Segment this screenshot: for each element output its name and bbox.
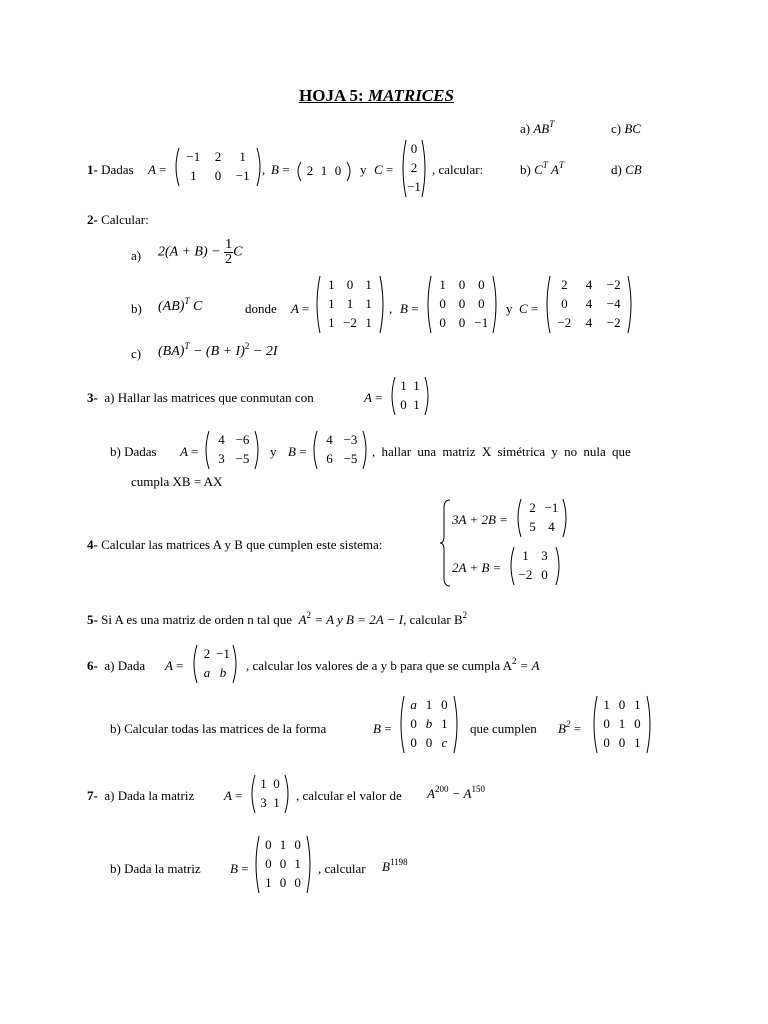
matrix-cell: 2 — [203, 646, 211, 661]
problem-6-label — [87, 658, 145, 674]
matrix-cell: b — [425, 716, 433, 731]
matrix-cell: 0 — [265, 837, 272, 852]
sup: 2 — [306, 610, 312, 620]
var: C — [519, 301, 528, 316]
matrix-p1-B — [294, 161, 354, 182]
expr: AB — [533, 121, 550, 136]
matrix-cell: 0 — [273, 776, 280, 791]
equals: = — [190, 444, 199, 459]
matrix-cell: −1 — [186, 149, 201, 164]
comma: , — [389, 301, 393, 316]
matrix-cell: 0 — [265, 856, 272, 871]
equals: = — [374, 390, 383, 405]
matrix-cell: 1 — [294, 856, 301, 871]
var-A — [364, 390, 382, 406]
matrix-cell: 1 — [365, 315, 372, 330]
matrix-cell: 0 — [603, 735, 610, 750]
matrix-cell: −5 — [235, 451, 250, 466]
matrix-cell: 1 — [365, 277, 372, 292]
problem-number: 6- — [87, 658, 98, 673]
matrix-cell: 4 — [585, 296, 593, 311]
page-title — [299, 86, 454, 106]
y-text: y — [506, 301, 513, 316]
item-b-label: b) Dadas — [110, 444, 157, 459]
matrix-p4-eq1 — [514, 498, 570, 538]
expr: (BA) — [158, 344, 185, 359]
matrix-cell: 0 — [561, 296, 568, 311]
label: b) — [520, 162, 531, 177]
equals: = — [301, 301, 310, 316]
equals: = — [384, 721, 392, 736]
matrix-cell: 1 — [522, 548, 529, 563]
matrix-cell: 0 — [346, 277, 354, 292]
equals: = — [241, 861, 249, 876]
left-paren — [314, 431, 317, 469]
sup: T — [184, 341, 190, 351]
matrix-cell: 1 — [425, 697, 433, 712]
y-text: y — [360, 162, 367, 177]
item-c-label: c) — [131, 346, 142, 361]
matrix-cell: 1 — [320, 163, 328, 178]
matrix-cell: 0 — [400, 397, 407, 412]
problem-number: 4- — [87, 537, 98, 552]
var: A — [165, 658, 173, 673]
label: c) — [611, 121, 622, 136]
matrix-cell: 0 — [410, 141, 418, 156]
var-A — [224, 788, 242, 804]
var: A — [224, 788, 232, 803]
right-paren — [493, 276, 496, 333]
expr: − A — [448, 786, 472, 801]
item-c-expression — [158, 341, 278, 360]
numerator: 1 — [225, 237, 233, 252]
sup: 2 — [244, 341, 250, 351]
text — [246, 658, 540, 674]
var: B — [271, 162, 279, 177]
expr: C — [192, 299, 203, 314]
matrix-cell: 5 — [529, 519, 536, 534]
matrix-cell: 1 — [328, 315, 335, 330]
matrix-cell: 0 — [618, 697, 626, 712]
matrix-cell: −6 — [235, 432, 250, 447]
text: Calcular las matrices A y B que cumplen este sistema: — [101, 537, 383, 552]
matrix-cell: 2 — [529, 500, 536, 515]
matrix-p2-A — [313, 275, 387, 334]
matrix-p7-A — [248, 774, 292, 814]
matrix-cell: −3 — [343, 432, 358, 447]
var-B — [288, 444, 307, 460]
expr: = A y B = 2A − I — [311, 612, 404, 627]
matrix-cell: 1 — [328, 296, 335, 311]
text: Calcular: — [101, 212, 149, 227]
var: B — [288, 444, 296, 459]
right-paren — [647, 696, 650, 753]
right-paren — [363, 431, 366, 469]
matrix-cell: 1 — [273, 795, 280, 810]
expr: B — [382, 859, 390, 874]
matrix-cell: 0 — [294, 875, 301, 890]
var-A — [165, 658, 183, 674]
option-c — [611, 121, 641, 137]
option-b — [520, 162, 564, 178]
matrix-cell: 2 — [306, 163, 314, 178]
matrix-cell: −2 — [518, 567, 533, 582]
text: que cumplen — [470, 721, 537, 736]
matrix-cell: −2 — [606, 315, 621, 330]
matrix-cell: 0 — [478, 296, 485, 311]
matrix-cell: 0 — [439, 315, 446, 330]
matrix-cell: 0 — [458, 296, 466, 311]
var-C — [374, 162, 393, 178]
matrix-cell: −1 — [235, 168, 250, 183]
text: a) Hallar las matrices que conmutan con — [104, 390, 314, 405]
item-b-expression — [158, 296, 203, 315]
problem-1-label — [87, 162, 134, 178]
expr: (AB) — [158, 299, 185, 314]
expr: 2(A + B) − — [158, 244, 221, 260]
y-text: y — [270, 444, 277, 459]
left-paren — [518, 499, 521, 537]
equals: = — [282, 162, 290, 177]
expr: C — [233, 244, 243, 260]
equals: = — [573, 721, 582, 736]
problem-5 — [87, 612, 467, 628]
var-C — [519, 301, 538, 317]
matrix-cell: −1 — [544, 500, 559, 515]
text: , calcular los valores de a y b para que se cumpla A — [246, 658, 513, 673]
sup: 150 — [471, 784, 485, 794]
matrix-p7-B — [252, 835, 314, 894]
label: d) — [611, 162, 622, 177]
var-B — [271, 162, 290, 178]
sup: T — [184, 296, 190, 306]
expr: = A — [516, 658, 540, 673]
matrix-cell: 0 — [603, 716, 610, 731]
matrix-p1-A — [172, 147, 264, 187]
matrix-cell: 0 — [439, 296, 446, 311]
expr: BC — [624, 121, 641, 136]
matrix-cell: −5 — [343, 451, 358, 466]
expr: A — [427, 786, 435, 801]
sup: T — [549, 119, 555, 129]
system-brace — [440, 498, 452, 588]
matrix-cell: −4 — [606, 296, 621, 311]
matrix-p3-bB — [310, 430, 370, 470]
matrix-cell: −2 — [343, 315, 357, 330]
equation-2: 2A + B = — [452, 560, 502, 575]
var-A — [148, 162, 166, 178]
title-text: HOJA 5: — [299, 86, 368, 105]
title-emphasis: MATRICES — [367, 86, 454, 105]
matrix-cell: 2 — [561, 277, 568, 292]
left-paren — [176, 148, 179, 186]
matrix-cell: 1 — [441, 716, 448, 731]
left-paren — [428, 276, 431, 333]
right-paren — [380, 276, 383, 333]
expr: A — [551, 162, 559, 177]
matrix-cell: 1 — [618, 716, 626, 731]
matrix-cell: 4 — [548, 519, 555, 534]
problem-3-label — [87, 390, 314, 406]
var: C — [374, 162, 383, 177]
equals: = — [234, 788, 243, 803]
var: A — [148, 162, 156, 177]
matrix-cell: 1 — [346, 296, 354, 311]
right-paren — [556, 547, 559, 585]
expr: CB — [625, 162, 642, 177]
text: , calcular el valor de — [296, 788, 402, 803]
matrix-cell: 1 — [365, 296, 372, 311]
var-B — [400, 301, 419, 317]
matrix-cell: −2 — [557, 315, 572, 330]
left-paren — [317, 276, 320, 333]
var-B — [230, 861, 249, 877]
option-d — [611, 162, 642, 178]
matrix-cell: 0 — [334, 163, 342, 178]
matrix-cell: c — [441, 735, 448, 750]
text: Si A es una matriz de orden n tal que — [101, 612, 293, 627]
sup: 2 — [565, 719, 571, 729]
matrix-cell: 4 — [326, 432, 333, 447]
expr: A — [298, 612, 307, 627]
donde-text: donde — [245, 301, 277, 316]
problem-7-label — [87, 788, 194, 804]
matrix-cell: 0 — [294, 837, 301, 852]
left-paren — [206, 431, 209, 469]
sup: 200 — [434, 784, 449, 794]
var-B — [373, 721, 392, 737]
equals: = — [385, 162, 394, 177]
matrix-cell: 2 — [214, 149, 222, 164]
expression — [427, 786, 485, 802]
matrix-cell: 0 — [425, 735, 433, 750]
var: B — [230, 861, 238, 876]
matrix-cell: 4 — [585, 277, 593, 292]
label: a) — [520, 121, 531, 136]
option-a — [520, 121, 554, 137]
matrix-cell: −1 — [407, 179, 421, 194]
var: A — [291, 301, 299, 316]
text: b) Calcular todas las matrices de la forma — [110, 721, 327, 736]
matrix-cell: 1 — [400, 378, 407, 393]
sup: 1198 — [389, 857, 408, 867]
var-B2 — [558, 721, 581, 737]
matrix-p2-B — [424, 275, 500, 334]
equals: = — [530, 301, 539, 316]
matrix-p4-eq2 — [507, 546, 563, 586]
equals: = — [175, 658, 184, 673]
right-paren — [233, 645, 236, 683]
matrix-cell: 1 — [190, 168, 197, 183]
text: , calcular B — [403, 612, 463, 627]
matrix-p3-A — [388, 376, 432, 416]
problem-number: 1- — [87, 162, 98, 177]
matrix-cell: 1 — [413, 378, 420, 393]
text: b) Dada la matriz — [110, 861, 201, 876]
right-paren — [563, 499, 566, 537]
matrix-cell: 0 — [441, 697, 448, 712]
matrix-cell: 1 — [603, 697, 610, 712]
matrix-cell: 0 — [279, 856, 287, 871]
equals: = — [411, 301, 419, 316]
text: a) Dada la matriz — [104, 788, 195, 803]
var: B — [373, 721, 381, 736]
sup: T — [542, 160, 548, 170]
left-paren — [547, 276, 550, 333]
text: , hallar una matriz X simétrica y no nula que — [372, 444, 631, 459]
expr: − 2I — [249, 344, 278, 359]
problem-2-label — [87, 212, 149, 228]
sup: T — [558, 160, 564, 170]
problem-number: 2- — [87, 212, 98, 227]
matrix-cell: b — [219, 665, 227, 680]
var: B — [400, 301, 408, 316]
item-a-expression — [158, 238, 242, 267]
sup: 2 — [512, 656, 517, 666]
item-b-label: b) — [131, 301, 142, 316]
matrix-p6-I — [590, 695, 654, 754]
text: cumpla XB = AX — [131, 474, 223, 489]
sup: 2 — [462, 610, 468, 620]
problem-number: 7- — [87, 788, 98, 803]
equals: = — [299, 444, 307, 459]
var: A — [180, 444, 188, 459]
fraction — [224, 238, 233, 267]
right-paren — [454, 696, 457, 753]
matrix-cell: 2 — [410, 160, 418, 175]
matrix-cell: 0 — [618, 735, 626, 750]
matrix-cell: 1 — [439, 277, 446, 292]
matrix-p1-C — [399, 139, 429, 198]
matrix-cell: 0 — [541, 567, 548, 582]
right-paren — [255, 431, 258, 469]
matrix-p3-bA — [202, 430, 262, 470]
matrix-cell: 3 — [218, 451, 225, 466]
problem-4-label — [87, 537, 382, 553]
expression — [382, 859, 408, 875]
text: a) Dada — [104, 658, 146, 673]
expr: C — [534, 162, 543, 177]
matrix-cell: 0 — [279, 875, 287, 890]
matrix-cell: a — [203, 665, 211, 680]
matrix-cell: −1 — [474, 315, 489, 330]
matrix-cell: 4 — [585, 315, 593, 330]
matrix-cell: 1 — [634, 735, 641, 750]
var: A — [364, 390, 372, 405]
var-A — [180, 444, 198, 460]
matrix-cell: a — [410, 697, 417, 712]
item-a-label: a) — [131, 248, 142, 263]
matrix-cell: −2 — [606, 277, 621, 292]
problem-number: 3- — [87, 390, 98, 405]
matrix-cell: 0 — [410, 716, 417, 731]
matrix-cell: 1 — [260, 776, 267, 791]
equals: = — [158, 162, 167, 177]
comma: , — [262, 162, 266, 177]
matrix-cell: 0 — [410, 735, 417, 750]
matrix-p6-B — [397, 695, 461, 754]
expr: − (B + I) — [189, 344, 245, 359]
matrix-cell: 1 — [328, 277, 335, 292]
matrix-cell: −1 — [216, 646, 230, 661]
var: B — [558, 721, 566, 736]
matrix-cell: 0 — [634, 716, 641, 731]
equation-1: 3A + 2B = — [452, 512, 508, 527]
left-paren — [511, 547, 514, 585]
matrix-cell: 1 — [265, 875, 272, 890]
matrix-cell: 0 — [214, 168, 222, 183]
right-paren — [257, 148, 260, 186]
matrix-cell: 1 — [279, 837, 287, 852]
matrix-p6-A — [190, 644, 240, 684]
matrix-cell: 1 — [239, 149, 246, 164]
matrix-cell: 0 — [458, 277, 466, 292]
matrix-cell: 0 — [458, 315, 466, 330]
matrix-cell: 6 — [326, 451, 333, 466]
text: , calcular — [318, 861, 366, 876]
problem-number: 5- — [87, 612, 98, 627]
matrix-cell: 3 — [541, 548, 548, 563]
right-paren — [628, 276, 631, 333]
text: Dadas — [101, 162, 134, 177]
matrix-cell: 0 — [478, 277, 485, 292]
matrix-p2-C — [543, 275, 635, 334]
calcular-text: , calcular: — [432, 162, 484, 177]
denominator: 2 — [225, 252, 233, 267]
matrix-cell: 1 — [413, 397, 420, 412]
matrix-cell: 4 — [218, 432, 225, 447]
var-A — [291, 301, 309, 317]
matrix-cell: 1 — [634, 697, 641, 712]
matrix-cell: 3 — [260, 795, 267, 810]
